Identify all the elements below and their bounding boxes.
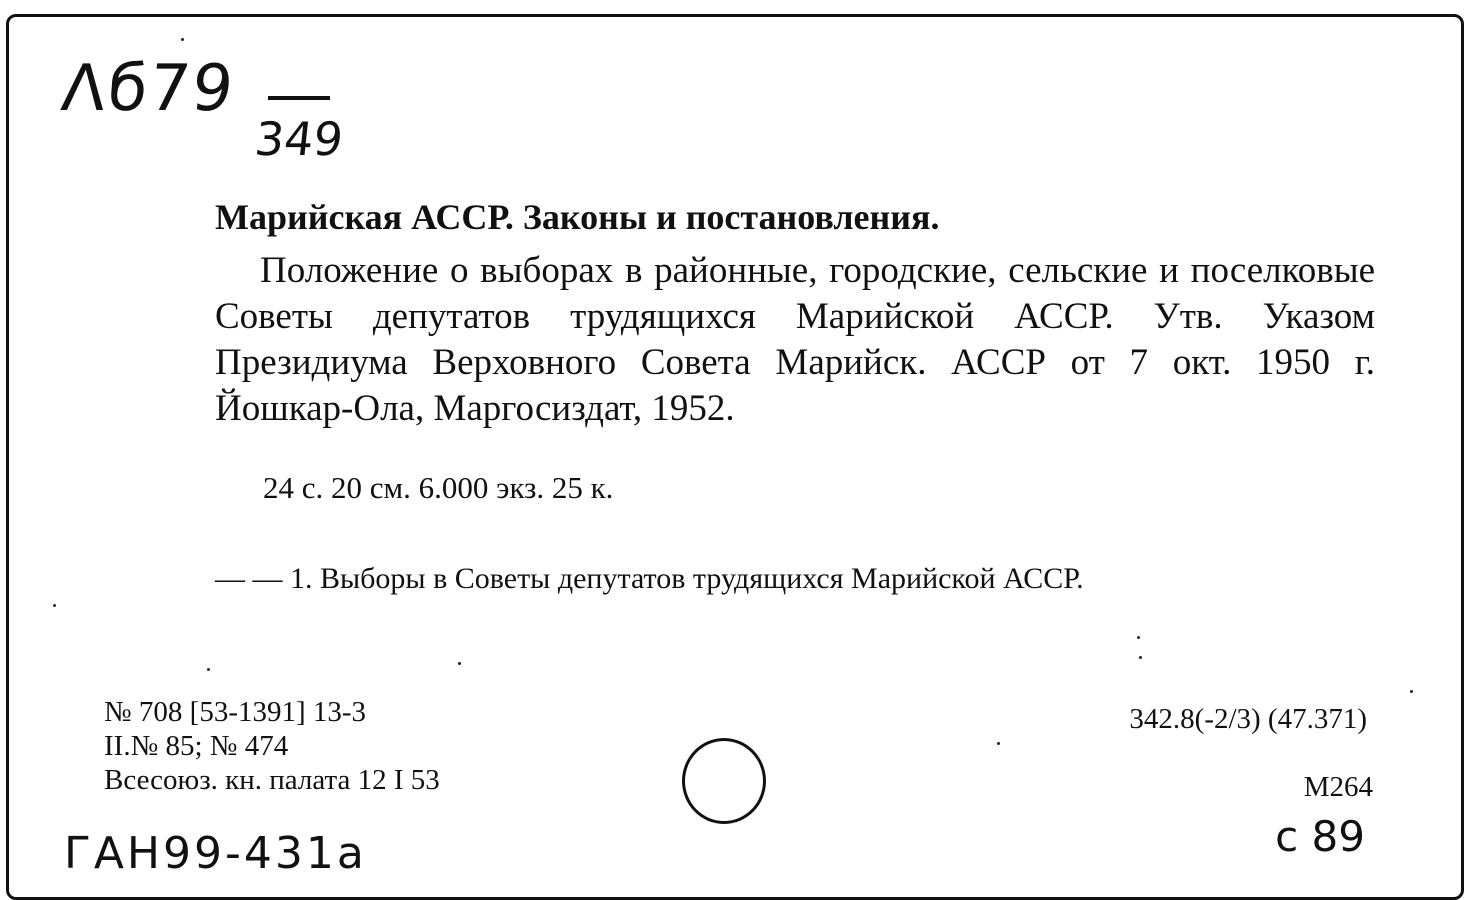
speck <box>458 662 461 665</box>
speck <box>997 742 1000 745</box>
speck <box>181 38 184 41</box>
corner-mark-handwritten: с 89 <box>1275 812 1365 861</box>
speck <box>53 604 56 607</box>
shelf-mark-fraction-bar <box>268 96 330 100</box>
speck <box>207 668 210 671</box>
speck <box>1410 690 1413 693</box>
collation-line: 24 с. 20 см. 6.000 экз. 25 к. <box>263 470 614 505</box>
shelf-mark-handwritten: Λб79 <box>58 52 239 126</box>
bibliographic-description: Положение о выборах в районные, городские, сельские и поселковые Советы депутатов трудящихся Марийской АССР. Утв. Указом Президиума Верховного Совета Марийск. АССР от 7 окт. 1950 г. Йошкар-Ола, Маргосиздат, 1952. <box>215 250 1375 429</box>
record-line: II.№ 85; № 474 <box>104 730 289 762</box>
speck <box>1139 656 1142 659</box>
classification-index: 342.8(-2/3) (47.371) <box>1129 703 1367 735</box>
subject-tracing: — — 1. Выборы в Советы депутатов трудящихся Марийской АССР. <box>215 562 1084 595</box>
record-line: Всесоюз. кн. палата 12 I 53 <box>104 764 440 796</box>
record-lines <box>104 695 440 797</box>
heading-author: Марийская АССР. Законы и постановления. <box>215 197 940 237</box>
author-cipher: М264 <box>1303 771 1373 803</box>
speck <box>1137 636 1140 639</box>
circle-stamp-mark <box>682 738 766 824</box>
shelf-mark-sub-handwritten: 349 <box>252 112 346 166</box>
archive-code-handwritten: ГАН99-431а <box>64 828 367 879</box>
record-line: № 708 [53-1391] 13-3 <box>104 696 367 728</box>
